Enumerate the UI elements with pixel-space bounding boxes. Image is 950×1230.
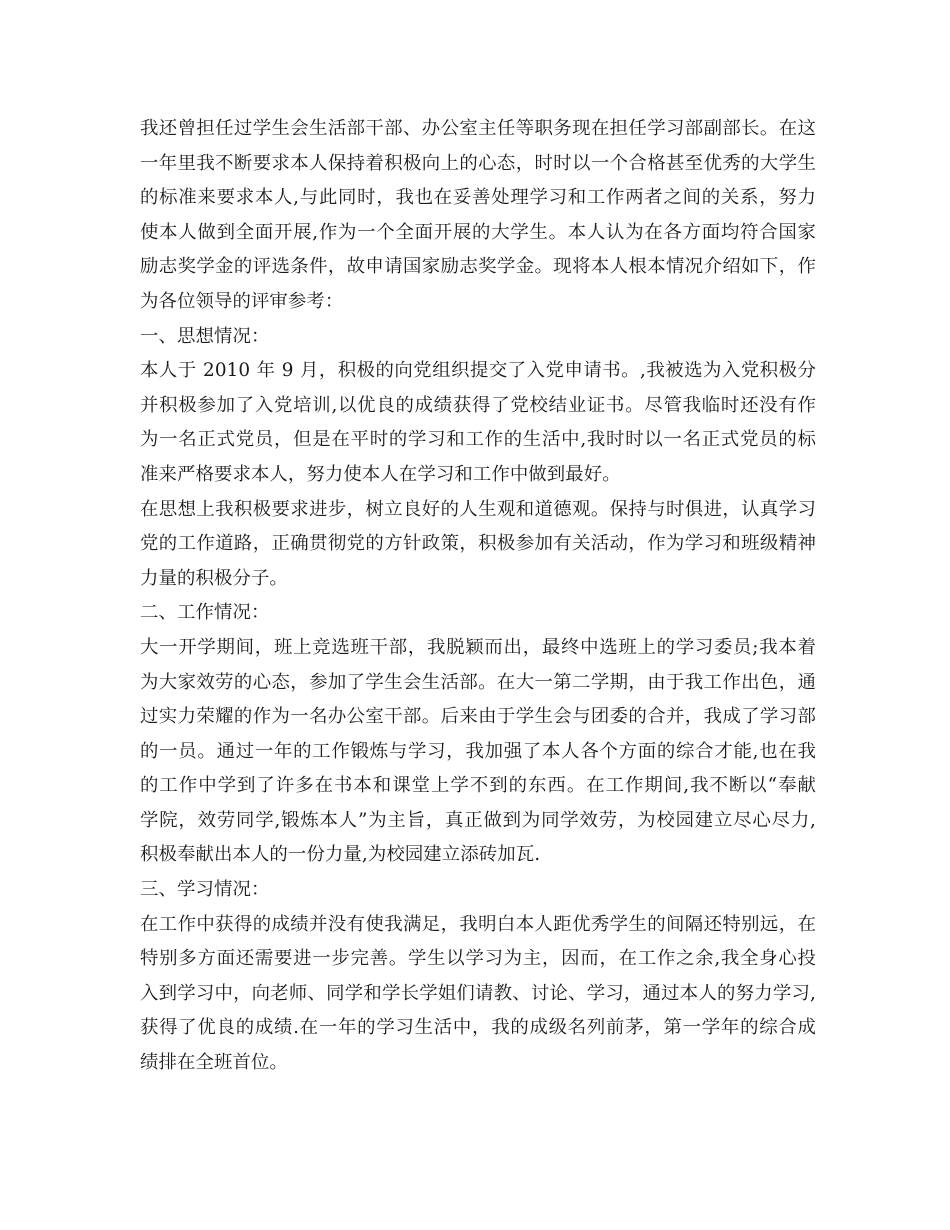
text-line: 并积极参加了入党培训,以优良的成绩获得了党校结业证书。尽管我临时还没有作 — [140, 394, 816, 416]
text-line: 我还曾担任过学生会生活部干部、办公室主任等职务现在担任学习部副部长。在这 — [140, 118, 816, 139]
text-line: 党的工作道路，正确贯彻党的方针政策，积极参加有关活动，作为学习和班级精神 — [140, 533, 816, 555]
text-line: 在工作中获得的成绩并没有使我满足，我明白本人距优秀学生的间隔还特别远，在 — [140, 913, 816, 935]
text-line: 的工作中学到了许多在书本和课堂上学不到的东西。在工作期间,我不断以“奉献 — [140, 775, 816, 797]
text-line: 的标准来要求本人,与此同时，我也在妥善处理学习和工作两者之间的关系，努力 — [140, 187, 816, 209]
section-heading: 一、思想情况： — [140, 325, 270, 347]
text-line: 过实力荣耀的作为一名办公室干部。后来由于学生会与团委的合并，我成了学习部 — [140, 706, 816, 728]
text-line: 准来严格要求本人，努力使本人在学习和工作中做到最好。 — [140, 463, 621, 485]
text-line: 力量的积极分子。 — [140, 567, 288, 589]
text-line: 获得了优良的成绩.在一年的学习生活中，我的成级名列前茅，第一学年的综合成 — [140, 1017, 816, 1039]
text-line: 绩排在全班首位。 — [140, 1052, 288, 1074]
text-line: 的一员。通过一年的工作锻炼与学习，我加强了本人各个方面的综合才能,也在我 — [140, 740, 816, 762]
text-line: 入到学习中，向老师、同学和学长学姐们请教、讨论、学习，通过本人的努力学习, — [140, 982, 816, 1004]
text-line: 大一开学期间，班上竞选班干部，我脱颖而出，最终中选班上的学习委员;我本着 — [140, 636, 816, 658]
text-line: 在思想上我积极要求进步，树立良好的人生观和道德观。保持与时俱进，认真学习 — [140, 498, 816, 520]
text-line: 学院，效劳同学,锻炼本人”为主旨，真正做到为同学效劳，为校园建立尽心尽力, — [140, 809, 816, 831]
document-body — [140, 112, 816, 1081]
text-line: 积极奉献出本人的一份力量,为校园建立添砖加瓦. — [140, 844, 541, 866]
text-line: 使本人做到全面开展,作为一个全面开展的大学生。本人认为在各方面均符合国家 — [140, 221, 816, 243]
text-line: 特别多方面还需要进一步完善。学生以学习为主，因而，在工作之余,我全身心投 — [140, 948, 816, 970]
text-line: 励志奖学金的评选条件，故申请国家励志奖学金。现将本人根本情况介绍如下，作 — [140, 256, 816, 278]
text-line: 本人于 2010 年 9 月，积极的向党组织提交了入党申请书。,我被选为入党积极分 — [140, 360, 816, 382]
section-heading: 三、学习情况： — [140, 879, 270, 901]
text-line: 为大家效劳的心态，参加了学生会生活部。在大一第二学期，由于我工作出色，通 — [140, 671, 816, 693]
text-line: 为各位领导的评审参考： — [140, 290, 344, 312]
text-line: 一年里我不断要求本人保持着积极向上的心态，时时以一个合格甚至优秀的大学生 — [140, 152, 816, 174]
text-line: 为一名正式党员，但是在平时的学习和工作的生活中,我时时以一名正式党员的标 — [140, 429, 816, 451]
section-heading: 二、工作情况： — [140, 602, 270, 624]
